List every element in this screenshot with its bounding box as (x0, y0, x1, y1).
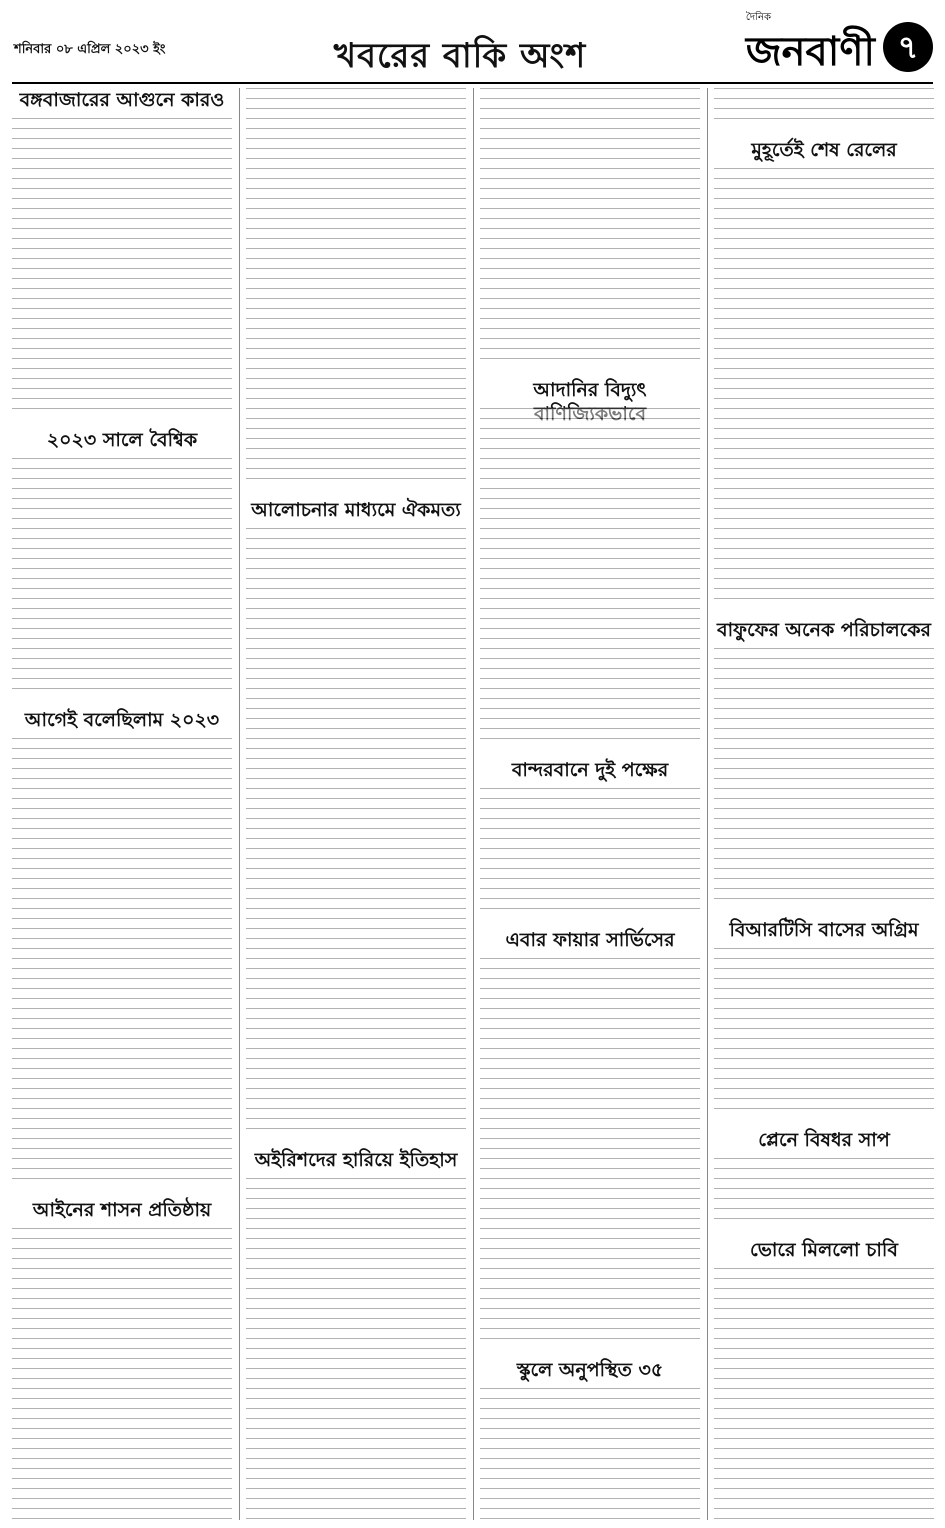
article (714, 1128, 934, 1228)
body-text (12, 1228, 232, 1520)
body-text (246, 1178, 466, 1520)
body-text (714, 648, 934, 908)
body-text (714, 168, 934, 608)
page-number: ৭ (883, 22, 933, 72)
article (246, 1148, 466, 1520)
column-divider (473, 88, 474, 1520)
body-text (714, 1268, 934, 1520)
article (714, 1238, 934, 1520)
article (246, 88, 466, 488)
body-text (12, 738, 232, 1188)
article-headline: বাফুফের অনেক পরিচালকের (717, 619, 931, 641)
article (480, 88, 700, 368)
article (480, 758, 700, 918)
body-text (480, 408, 700, 748)
body-text (480, 88, 700, 368)
body-text (480, 788, 700, 918)
article-headline: এবার ফায়ার সার্ভিসের (505, 929, 675, 951)
body-text (246, 528, 466, 1138)
body-text (480, 1388, 700, 1520)
article-headline: বিআরটিসি বাসের অগ্রিম (729, 919, 919, 941)
masthead-logo (745, 12, 875, 87)
article-headline: অইরিশদের হারিয়ে ইতিহাস (254, 1149, 458, 1171)
body-text (714, 1158, 934, 1228)
column-4 (714, 88, 934, 1520)
article-headline: বান্দরবানে দুই পক্ষের (511, 759, 669, 781)
article-headline: আগেই বলেছিলাম ২০২৩ (24, 709, 220, 731)
header-rule (12, 82, 933, 84)
article-headline: ২০২৩ সালে বৈশ্বিক (46, 429, 198, 451)
article (714, 918, 934, 1118)
article (246, 498, 466, 1138)
column-1 (12, 88, 232, 1520)
column-3 (480, 88, 700, 1520)
body-text (714, 948, 934, 1118)
article (480, 378, 700, 748)
column-divider (707, 88, 708, 1520)
article (480, 1358, 700, 1520)
body-text (12, 118, 232, 418)
article-headline: আইনের শাসন প্রতিষ্ঠায় (32, 1199, 212, 1221)
article (714, 88, 934, 128)
article (12, 1198, 232, 1520)
article-headline: ভোরে মিললো চাবি (750, 1239, 898, 1261)
masthead-name: জনবাণী (745, 29, 875, 75)
body-text (12, 458, 232, 698)
article (12, 708, 232, 1188)
column-divider (239, 88, 240, 1520)
article (12, 88, 232, 418)
body-text (714, 88, 934, 128)
article-headline: আদানির বিদ্যুৎ বাণিজ্যিকভাবে (533, 379, 647, 425)
issue-date: শনিবার ০৮ এপ্রিল ২০২৩ ইং (14, 42, 166, 57)
article (480, 928, 700, 1348)
article-headline: বঙ্গবাজারের আগুনে কারও (19, 89, 225, 111)
article (714, 618, 934, 908)
article (12, 428, 232, 698)
page-title: খবরের বাকি অংশ (333, 36, 587, 76)
page-header (0, 0, 945, 80)
article-headline: স্কুলে অনুপস্থিত ৩৫ (516, 1359, 664, 1381)
masthead-daily-label: দৈনিক (745, 12, 771, 23)
article-headline: প্লেনে বিষধর সাপ (758, 1129, 890, 1151)
body-text (246, 88, 466, 488)
column-2 (246, 88, 466, 1520)
article (714, 138, 934, 608)
article-headline: মুহূর্তেই শেষ রেলের (751, 139, 897, 161)
article-headline: আলোচনার মাধ্যমে ঐকমত্য (251, 499, 461, 521)
body-text (480, 958, 700, 1348)
